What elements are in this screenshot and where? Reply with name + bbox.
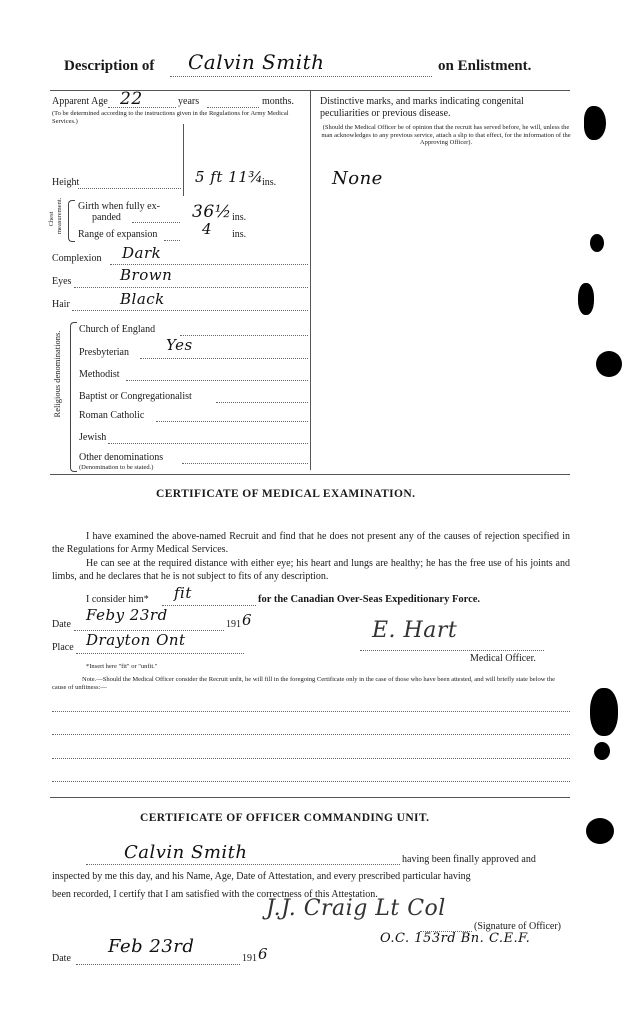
eyes-line (74, 287, 308, 288)
expansion-value: 4 (202, 220, 213, 238)
religion-line (180, 335, 308, 336)
hair-value: Black (120, 290, 165, 308)
age-months-line (207, 107, 259, 108)
title-right: on Enlistment. (438, 58, 532, 74)
eyes-label: Eyes (52, 276, 72, 287)
punch-hole (578, 283, 594, 315)
punch-hole (586, 818, 614, 844)
punch-hole (594, 742, 610, 760)
table-divider (310, 90, 311, 470)
chest-label: Chest measurement. (48, 197, 63, 234)
medical-date-value: Feby 23rd (86, 606, 168, 624)
complexion-line (110, 264, 308, 265)
medical-para-2: He can see at the required distance with either eye; his heart and lungs are healthy; he has the free use of his joints and limbs, and he declares that he is not subject to fits of any description. (52, 558, 570, 582)
expansion-line (164, 240, 180, 241)
chest-brace (68, 200, 75, 242)
hair-label: Hair (52, 299, 70, 310)
unfit-line (52, 758, 570, 759)
expansion-ins: ins. (232, 229, 247, 240)
medical-year-value: 6 (242, 611, 253, 629)
marks-value: None (332, 168, 383, 189)
girth-label-1: Girth when fully ex- (78, 201, 160, 212)
girth-line (132, 222, 180, 223)
commanding-signature: J.J. Craig Lt Col (266, 896, 446, 921)
punch-hole (596, 351, 622, 377)
consider-suffix: for the Canadian Over-Seas Expeditionary Force. (258, 594, 481, 605)
religion-item: Baptist or Congregationalist (79, 391, 192, 402)
years-label: years (178, 96, 200, 107)
commanding-name-value: Calvin Smith (124, 842, 248, 863)
signature-label: (Signature of Officer) (474, 921, 562, 932)
commanding-text-1: having been finally approved and (402, 854, 536, 865)
medical-signature: E. Hart (372, 618, 458, 643)
commanding-unit: O.C. 153rd Bn. C.E.F. (380, 931, 531, 946)
medical-officer-label: Medical Officer. (470, 653, 536, 664)
hair-line (72, 310, 308, 311)
commanding-title: CERTIFICATE OF OFFICER COMMANDING UNIT. (140, 812, 430, 824)
place-line (76, 653, 244, 654)
girth-value: 36½ (192, 202, 232, 222)
commanding-text-2: inspected by me this day, and his Name, Age, Date of Attestation, and every prescribed particular having (52, 871, 471, 882)
presbyterian-value: Yes (166, 336, 193, 354)
religion-brace (70, 322, 77, 472)
marks-note: (Should the Medical Officer be of opinion that the recruit has served before, he will, unless the man acknowledges to any previous service, attach a slip to that effect, for the information of the Approving Officer). (321, 124, 571, 146)
place-value: Drayton Ont (86, 631, 186, 649)
religion-line (216, 402, 308, 403)
girth-label-2: panded (92, 212, 121, 223)
height-label: Height (52, 177, 80, 188)
religion-item: Jewish (79, 432, 107, 443)
religion-line (126, 380, 308, 381)
religion-line (156, 421, 308, 422)
consider-value: fit (174, 584, 192, 602)
height-line (78, 188, 181, 189)
name-line (170, 76, 432, 77)
medical-bottom-rule (50, 797, 570, 798)
measure-divider (183, 124, 184, 196)
apparent-age-value: 22 (120, 89, 143, 109)
age-note: (To be determined according to the instructions given in the Regulations for Army Medical Services.) (52, 110, 289, 125)
medical-para-1: I have examined the above-named Recruit and find that he does not present any of the causes of rejection specified in the Regulations for Army Medical Services. (52, 531, 570, 555)
religion-line (140, 358, 308, 359)
religion-item: Church of England (79, 324, 156, 335)
height-value: 5 ft 11¾ (195, 168, 264, 186)
place-label: Place (52, 642, 74, 653)
unfit-note: Note.—Should the Medical Officer consider the Recruit unfit, he will fill in the foregoing Certificate only in the case of those who have been attested, and will briefly state below the cause of unfitness:— (52, 676, 555, 691)
enlistee-name: Calvin Smith (188, 50, 325, 74)
religion-line (182, 463, 308, 464)
insert-note: *Insert here "fit" or "unfit." (86, 663, 158, 670)
table-bottom-rule (50, 474, 570, 475)
medical-title: CERTIFICATE OF MEDICAL EXAMINATION. (156, 488, 416, 500)
commanding-year-prefix: 191 (242, 953, 257, 964)
religion-line (108, 443, 308, 444)
commanding-year-value: 6 (258, 945, 269, 963)
unfit-line (52, 711, 570, 712)
commanding-date-value: Feb 23rd (108, 936, 195, 957)
expansion-label: Range of expansion (78, 229, 158, 240)
title-left: Description of (64, 58, 155, 74)
religion-item: Presbyterian (79, 347, 129, 358)
commanding-name-line (86, 864, 400, 865)
denomination-note: (Denomination to be stated.) (79, 464, 154, 471)
medical-signature-line (360, 650, 544, 651)
commanding-date-line (76, 964, 240, 965)
commanding-text-3: been recorded, I certify that I am satisfied with the correctness of this Attestation. (52, 889, 378, 900)
punch-hole (590, 234, 604, 252)
complexion-label: Complexion (52, 253, 102, 264)
unfit-line (52, 734, 570, 735)
punch-hole (584, 106, 606, 140)
complexion-value: Dark (122, 244, 162, 262)
medical-year-prefix: 191 (226, 619, 241, 630)
ins-label: ins. (262, 177, 277, 188)
religion-label: Religious denominations. (52, 330, 62, 418)
religion-item: Methodist (79, 369, 120, 380)
marks-label: Distinctive marks, and marks indicating congenital peculiarities or previous disease. (320, 96, 524, 119)
commanding-date-label: Date (52, 953, 71, 964)
eyes-value: Brown (120, 266, 173, 284)
punch-hole (590, 688, 618, 736)
months-label: months. (262, 96, 294, 107)
unfit-line (52, 781, 570, 782)
apparent-age-label: Apparent Age (52, 96, 108, 107)
consider-line (162, 605, 256, 606)
medical-date-label: Date (52, 619, 71, 630)
consider-label: I consider him* (86, 594, 149, 605)
religion-item: Roman Catholic (79, 410, 145, 421)
girth-ins: ins. (232, 212, 247, 223)
religion-item: Other denominations (79, 452, 164, 463)
